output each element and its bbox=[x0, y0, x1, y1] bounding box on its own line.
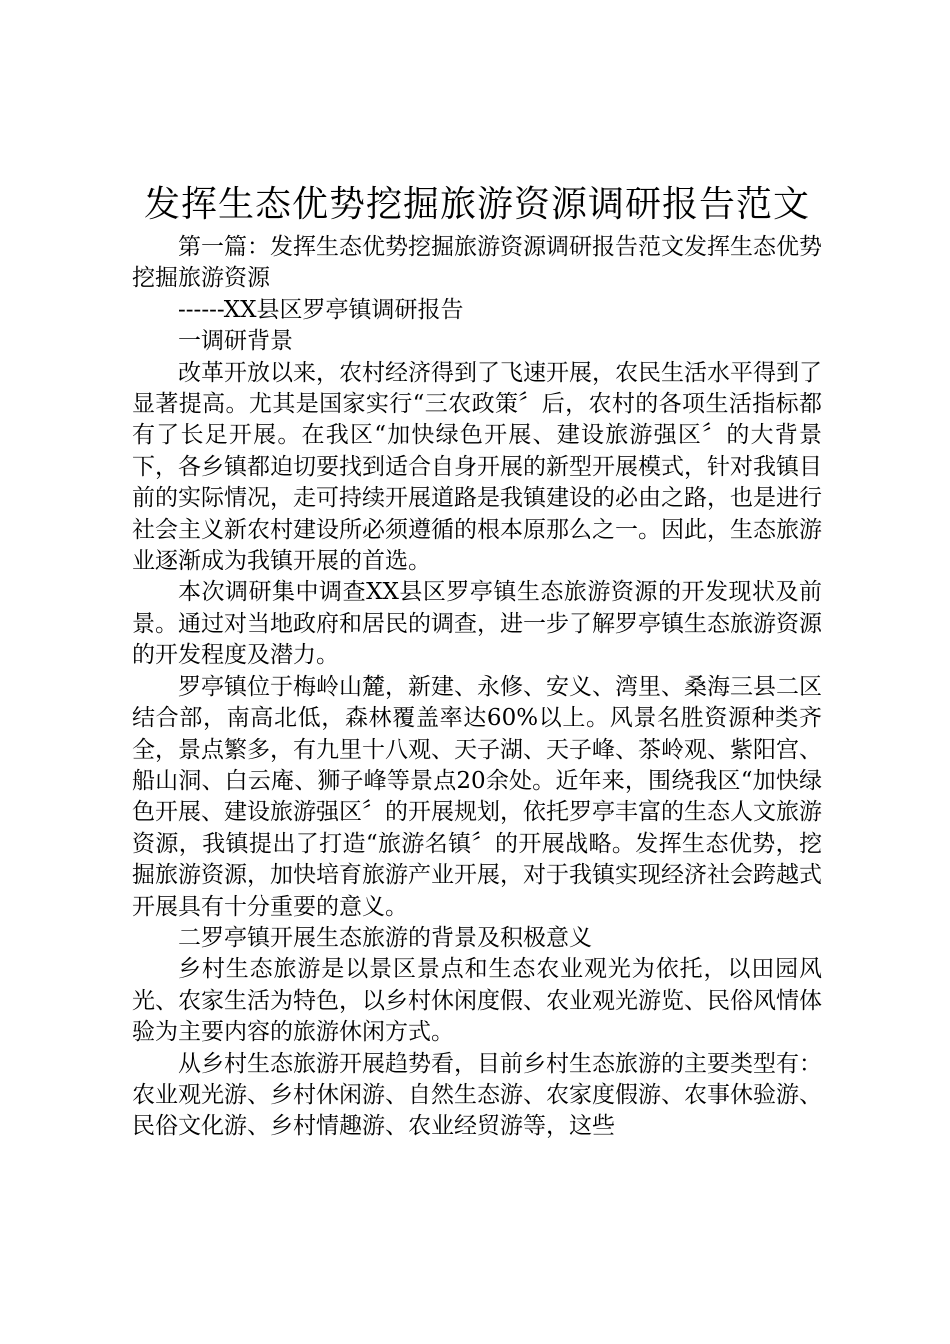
document-page bbox=[132, 180, 822, 1143]
paragraph-significance-2: 从乡村生态旅游开展趋势看，目前乡村生态旅游的主要类型有：农业观光游、乡村休闲游、自然生态游、农家度假游、农事休验游、民俗文化游、乡村情趣游、农业经贸游等，这些 bbox=[132, 1050, 822, 1140]
paragraph-report-subtitle: ------XX县区罗亭镇调研报告 bbox=[178, 296, 464, 323]
paragraph-significance-1: 乡村生态旅游是以景区景点和生态农业观光为依托，以田园风光、农家生活为特色，以乡村休闲度假、农业观光游览、民俗风情体验为主要内容的旅游休闲方式。 bbox=[132, 956, 822, 1046]
section-heading-significance: 二罗亭镇开展生态旅游的背景及积极意义 bbox=[178, 924, 592, 951]
document-title: 发挥生态优势挖掘旅游资源调研报告范文 bbox=[143, 184, 810, 225]
paragraph-background-2: 本次调研集中调查XX县区罗亭镇生态旅游资源的开发现状及前景。通过对当地政府和居民的调查，进一步了解罗亭镇生态旅游资源的开发程度及潜力。 bbox=[132, 579, 822, 669]
paragraph-background-1: 改革开放以来，农村经济得到了飞速开展，农民生活水平得到了显著提高。尤其是国家实行“三农政策〞后，农村的各项生活指标都有了长足开展。在我区“加快绿色开展、建设旅游强区〞的大背景下，各乡镇都迫切要找到适合自身开展的新型开展模式，针对我镇目前的实际情况，走可持续开展道路是我镇建设的必由之路，也是进行社会主义新农村建设所必须遵循的根本原那么之一。因此，生态旅游业逐渐成为我镇开展的首选。 bbox=[132, 359, 822, 575]
section-heading-background: 一调研背景 bbox=[178, 328, 293, 355]
paragraph-background-3: 罗亭镇位于梅岭山麓，新建、永修、安义、湾里、桑海三县二区结合部，南高北低，森林覆盖率达60%以上。风景名胜资源种类齐全，景点繁多，有九里十八观、天子湖、天子峰、茶岭观、紫阳宫、船山洞、白云庵、狮子峰等景点20余处。近年来，围绕我区“加快绿色开展、建设旅游强区〞的开展规划，依托罗亭丰富的生态人文旅游资源，我镇提出了打造“旅游名镇〞的开展战略。发挥生态优势，挖掘旅游资源，加快培育旅游产业开展，对于我镇实现经济社会跨越式开展具有十分重要的意义。 bbox=[132, 673, 822, 920]
paragraph-chapter-heading: 第一篇：发挥生态优势挖掘旅游资源调研报告范文发挥生态优势挖掘旅游资源 bbox=[132, 234, 822, 292]
